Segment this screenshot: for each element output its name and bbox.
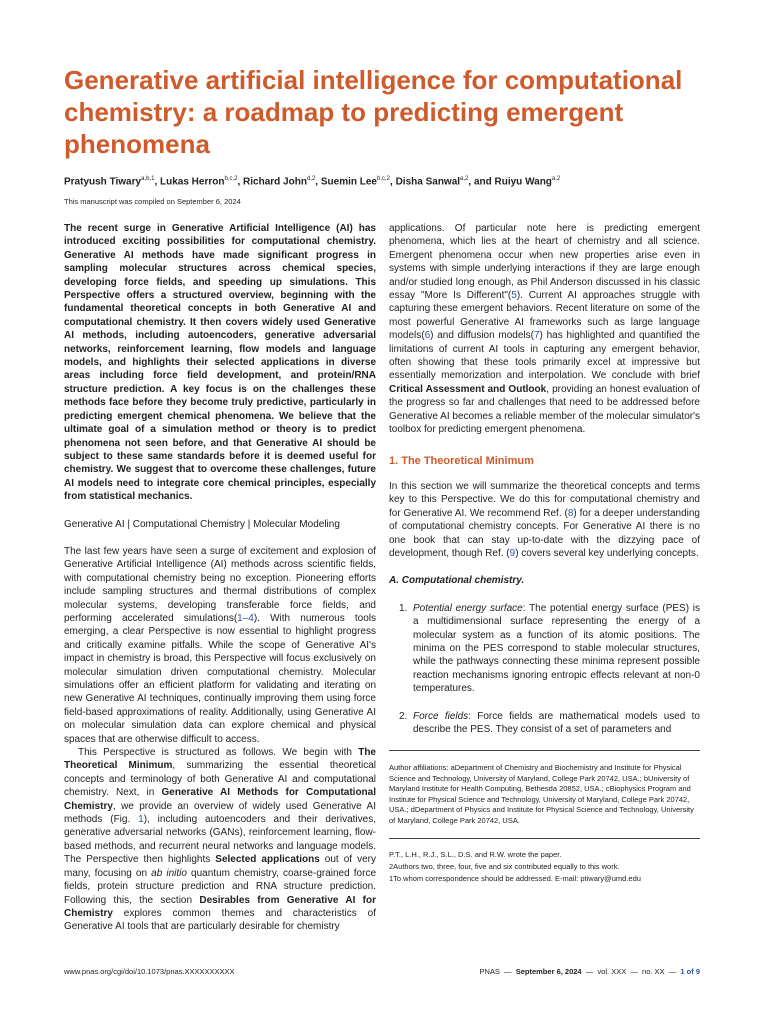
author-name: Suemin Lee (320, 176, 377, 188)
author-affiliation-mark: a,2 (460, 176, 469, 182)
author-affiliation-mark: a,2 (551, 176, 561, 182)
citation-link[interactable]: 6 (424, 330, 431, 342)
keyword: Computational Chemistry (132, 518, 246, 530)
keyword: Generative AI (64, 518, 125, 530)
author-affiliation-mark: b,c,2 (377, 176, 391, 182)
citation-link[interactable]: 1–4 (237, 612, 254, 624)
left-column (64, 222, 376, 934)
author-name: Disha Sanwal (395, 176, 461, 188)
author-name: Ruiyu Wang (494, 176, 552, 188)
compiled-date: This manuscript was compiled on September 6, 2024 (64, 197, 241, 206)
list-item: 1. Potential energy surface: The potential energy surface (PES) is a multidimensional surface representing the energy of a molecular system as a function of its atomic positions. The minima on the PES correspond to stable molecular structures, while the pathways connecting these minima represent possible reaction mechanisms ignoring entropic effects relevant at non-0 temperatures. (399, 602, 701, 695)
divider (389, 750, 700, 751)
concept-list (389, 602, 700, 737)
author-affiliation-mark: d,2 (306, 176, 316, 182)
author-name: Pratyush Tiwary (64, 176, 142, 188)
author-name: Lukas Herron (160, 176, 225, 188)
section-paragraph: In this section we will summarize the theoretical concepts and terms key to this Perspective. We do this for computational chemistry and for Generative AI. We recommend Ref. (8) for a deeper understanding of computational chemistry concepts. For Generative AI there is no one book that can stay up-to-date with the dizzying pace of development, though Ref. (9) covers several key underlying concepts. (389, 480, 700, 559)
intro-paragraph-3: applications. Of particular note here is predicting emergent phenomena, which lies at the heart of chemistry and all science. Emergent phenomena occur when new properties arise even in systems with simple underlying interactions if they are large enough and/or studied long enough, as Phil Anderson discussed in his classic essay "More Is Different"(5). Current AI approaches struggle with capturing these emergent behaviors. Recent literature on some of the most powerful Generative AI frameworks such as large language models(6) and diffusion models(7) has highlighted and quantified the limitations of current AI tools in capturing any emergent behavior, often showing that these tools primarily excel at impressive but essentially memorization and interpolation. We conclude with brief Critical Assessment and Outlook, providing an honest evaluation of the progress so far and challenges that need to be addressed before Generative AI becomes a reliable member of the molecular simulator's toolbox for predicting emergent phenomena. (389, 223, 700, 436)
author-affiliation-mark: a,b,1 (141, 176, 155, 182)
citation-link[interactable]: 9 (509, 547, 516, 559)
author-affiliations: Author affiliations: aDepartment of Chemistry and Biochemistry and Institute for Physical Science and Technology, University of Maryland, College Park 20742, USA.; bUniversity of Maryland Institute for Health Computing, Bethesda 20852, USA.; cBiophysics Program and Institute for Physical Science and Technology, University of Maryland, College Park 20742, USA.; dDepartment of Physics and Institute for Physical Science and Technology, University of Maryland, College Park 20742, USA. (389, 763, 694, 825)
correspondence-note: 1To whom correspondence should be addressed. E-mail: ptiwary@umd.edu (389, 874, 641, 884)
equal-contribution-note: 2Authors two, three, four, five and six contributed equally to this work. (389, 862, 620, 872)
author-affiliation-mark: b,c,2 (224, 176, 238, 182)
citation-link[interactable]: 8 (567, 507, 574, 519)
section-heading: 1. The Theoretical Minimum (389, 454, 534, 467)
keywords: Generative AI | Computational Chemistry | Molecular Modeling (64, 518, 340, 530)
divider (389, 838, 700, 839)
intro-paragraph-1: The last few years have seen a surge of excitement and explosion of Generative Artificial Intelligence (AI) methods across scientific fields, with computational chemistry being no exception. Pioneering efforts include sampling structures and thermal distributions of complex molecular systems, developing transferable force fields, and performing accelerated simulations(1–4). With numerous tools emerging, a clear Perspective is now essential to highlight progress and critically examine pitfalls. While the scope of Generative AI's impact in chemistry is broad, this Perspective will focus exclusively on molecular simulation driven computational chemistry. Molecular simulations offer an efficient platform for validating and iterating on new Generative AI techniques, continually improving them using force field-based approximations of reality. Additionally, using Generative AI on molecular simulation data can explore chemical and physical spaces that are otherwise difficult to access. (64, 545, 376, 745)
list-item: 2. Force fields: Force fields are mathematical models used to describe the PES. They consist of a set of parameters and (399, 710, 700, 735)
author-list: Pratyush Tiwary$^{a,b,1}$, Lukas Herron$^{b,c,2}$, Richard John$^{d,2}$, Suemin Lee$^{b,c,2}$, Disha Sanwal$^{a,2}$, and Ruiyu Wang$^{a,2}$ (64, 176, 561, 188)
figure-link[interactable]: 1 (138, 814, 144, 826)
page-number: 1 of 9 (680, 967, 700, 976)
citation-link[interactable]: 5 (511, 290, 517, 302)
page-footer: PNAS — September 6, 2024 — vol. XXX — no. XX — 1 of 9 (479, 967, 700, 976)
contribution-note: P.T., L.H., R.J., S.L., D.S. and R.W. wrote the paper. (389, 850, 562, 860)
subsection-heading: A. Computational chemistry. (389, 575, 525, 587)
right-column (389, 222, 700, 885)
citation-link[interactable]: 7 (533, 330, 540, 342)
author-notes (389, 849, 700, 885)
keyword: Molecular Modeling (253, 518, 340, 530)
author-name: Richard John (243, 176, 307, 188)
abstract: The recent surge in Generative Artificial Intelligence (AI) has introduced exciting possibilities for computational chemistry. Generative AI methods have made significant progress in sampling molecular structures across chemical species, developing force fields, and speeding up simulations. This Perspective offers a structured overview, beginning with the fundamental theoretical concepts in both Generative AI and computational chemistry. It then covers widely used Generative AI methods, including autoencoders, generative adversarial networks, reinforcement learning, flow models and language models, and highlights their selected applications in diverse areas including force field development, and protein/RNA structure prediction. A key focus is on the challenges these methods face before they become truly predictive, particularly in predicting emergent chemical phenomena. We believe that the ultimate goal of a simulation method or theory is to predict phenomena not seen before, and that Generative AI should be subject to these same standards before it is deemed useful for chemistry. We suggest that to overcome these challenges, future AI models need to integrate core chemical principles, especially from statistical mechanics. (64, 223, 376, 503)
intro-paragraph-2: This Perspective is structured as follows. We begin with The Theoretical Minimum, summarizing the essential theoretical concepts and terminology of both Generative AI and computational chemistry. Next, in Generative AI Methods for Computational Chemistry, we provide an overview of widely used Generative AI methods (Fig. 1), including autoencoders and their derivatives, generative adversarial networks (GANs), reinforcement learning, flow-based methods, and recurrent neural networks and language models. The Perspective then highlights Selected applications out of very many, focusing on ab initio quantum chemistry, coarse-grained force fields, protein structure prediction and RNA structure prediction. Following this, the section Desirables from Generative AI for Chemistry explores common themes and characteristics of Generative AI tools that are particularly desirable for chemistry (64, 747, 377, 933)
doi-link[interactable]: www.pnas.org/cgi/doi/10.1073/pnas.XXXXXXXXXX (64, 967, 235, 976)
paper-title: Generative artificial intelligence for computational chemistry: a roadmap to predicting emergent phenomena (64, 65, 683, 159)
